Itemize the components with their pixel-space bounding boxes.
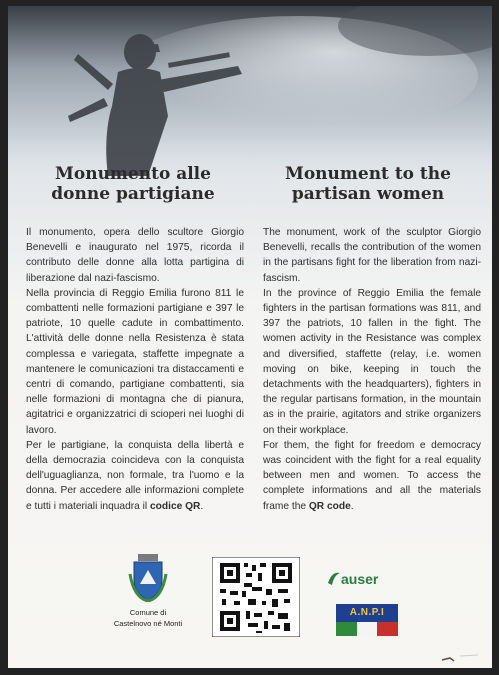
auser-logo: [326, 569, 406, 591]
comune-label-line1: Comune di: [129, 608, 167, 617]
italian-paragraph-3: [26, 438, 244, 514]
monument-photo: [8, 6, 492, 186]
italian-qr-label: codice QR: [150, 500, 201, 512]
scratch-mark: [440, 652, 480, 666]
comune-label-line2: Castelnovo né Monti: [113, 619, 183, 628]
english-text: [263, 225, 481, 514]
english-paragraph-3: [263, 438, 481, 514]
italian-p3-text: Per le partigiane, la conquista della libertà e della democrazia coincideva con la conquista dell'uguaglianza, non formale, tra l'uomo e la donna. Per accedere alle informazioni complete e tutti i materiali inquadra il: [26, 439, 244, 512]
italian-title: [28, 164, 238, 204]
english-p3-text: For them, the fight for freedom e democracy was coincident with the fight for a real equality between men and women. To access the complete informations and all the materials frame the: [263, 439, 481, 512]
english-paragraph-1: The monument, work of the sculptor Giorgio Benevelli, recalls the contribution of the women in the partisans fight for the liberation from nazi-fascism.: [263, 227, 481, 284]
info-panel: [8, 6, 492, 668]
auser-swoosh-icon: [326, 569, 342, 589]
anpi-label: A.N.P.I: [336, 604, 398, 622]
italian-flag-icon: [336, 622, 398, 636]
comune-logo: [108, 554, 188, 628]
italian-paragraph-1: Il monumento, opera dello scultore Giorgio Benevelli e inaugurato nel 1975, ricorda il contributo delle donne alla lotta partigina di liberazione dal nazi-fascismo.: [26, 227, 244, 284]
italian-text: [26, 225, 244, 514]
auser-label: auser: [341, 571, 379, 587]
english-title: [263, 164, 473, 204]
english-title-line1: Monument to the: [285, 164, 451, 184]
english-paragraph-2: In the province of Reggio Emilia the female fighters in the partisan formations was 811, and 397 the patriots, 10 fallen in the fight. The women activity in the Resistance was complex and diversified, staffette (relay, i.e. women moving on bike, keeping in touch the detachments with the headquarters), fighters in the regular partisans formation, in the mountain as in the prairie, agitators and strike organizers on their workplace.: [263, 287, 481, 436]
qr-code-icon[interactable]: [212, 557, 300, 637]
italian-title-line2: donne partigiane: [51, 184, 215, 204]
anpi-logo: [336, 604, 398, 636]
english-title-line2: partisan women: [291, 184, 445, 204]
italian-paragraph-2: Nella provincia di Reggio Emilia furono 811 le combattenti nelle formazioni partigiane e 397 le patriote, 10 quelle cadute in combattimento. L'attività delle donne nella Resistenza è stata complessa e variegata, staffette impegnate a mantenere le comunicazioni tra distaccamenti e centri di comando, partigiane combattenti, sia nelle formazioni di montagna che di pianura, agitatrici e organizzatrici di scioperi nei luoghi di lavoro.: [26, 287, 244, 436]
italian-p3-end: .: [200, 500, 204, 512]
english-p3-end: .: [350, 500, 354, 512]
coat-of-arms-icon: [128, 554, 168, 602]
italian-title-line1: Monumento alle: [55, 164, 211, 184]
english-qr-label: QR code: [308, 500, 351, 512]
